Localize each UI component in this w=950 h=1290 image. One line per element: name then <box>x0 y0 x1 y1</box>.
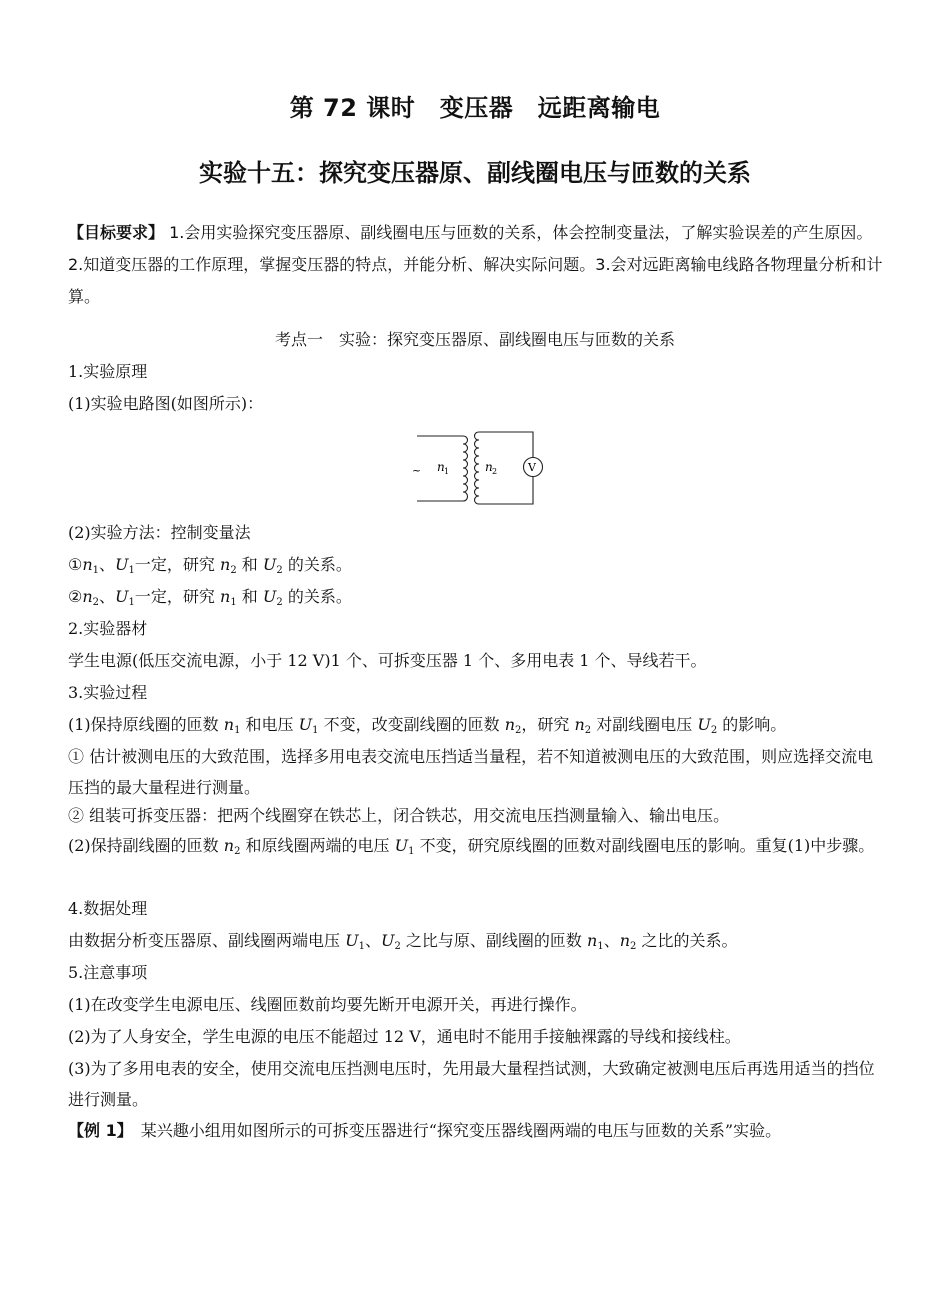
n2-label: n <box>485 460 493 474</box>
example-1 <box>68 1121 781 1141</box>
example-label: 【例 1】 <box>68 1121 125 1140</box>
control-condition-2: $②n_2$、$U_1$一定，研究 $n_1$ 和 $U_2$ 的关系。 <box>68 587 352 608</box>
data-processing-heading: 4.数据处理 <box>68 899 148 918</box>
note-3: (3)为了多用电表的安全，使用交流电压挡测电压时，先用最大量程挡试测，大致确定被测电压后再选用适当的挡位进行测量。 <box>68 1059 875 1109</box>
lesson-title: 第 72 课时 变压器 远距离输电 <box>289 94 661 122</box>
method-line: (2)实验方法：控制变量法 <box>68 523 251 542</box>
note-2: (2)为了人身安全，学生电源的电压不能超过 12 V，通电时不能用手接触裸露的导线和接线柱。 <box>68 1027 741 1046</box>
secondary-coil <box>475 432 480 504</box>
primary-coil <box>463 436 468 501</box>
control-condition-1: $①n_1$、$U_1$一定，研究 $n_2$ 和 $U_2$ 的关系。 <box>68 555 352 576</box>
principle-heading: 1.实验原理 <box>68 362 148 381</box>
n1-label: n <box>437 460 445 474</box>
goal-paragraph <box>68 217 883 313</box>
example-text: 某兴趣小组用如图所示的可拆变压器进行“探究变压器线圈两端的电压与匝数的关系”实验。 <box>124 1121 782 1140</box>
procedure-substep-2: ② 组装可拆变压器：把两个线圈穿在铁芯上，闭合铁芯，用交流电压挡测量输入、输出电压。 <box>68 806 730 825</box>
experiment-title: 实验十五：探究变压器原、副线圈电压与匝数的关系 <box>199 159 751 187</box>
procedure-step-2: (2)保持副线圈的匝数 $n_2$ 和原线圈两端的电压 $U_1$ 不变，研究原线圈的匝数对副线圈电压的影响。重复(1)中步骤。 <box>68 836 875 857</box>
procedure-step-1: (1)保持原线圈的匝数 $n_1$ 和电压 $U_1$ 不变，改变副线圈的匝数 $n_2$，研究 $n_2$ 对副线圈电压 $U_2$ 的影响。 <box>68 715 787 736</box>
ac-source-symbol: ~ <box>412 464 422 477</box>
procedure-heading: 3.实验过程 <box>68 683 148 702</box>
goal-text: 1.会用实验探究变压器原、副线圈电压与匝数的关系，体会控制变量法，了解实验误差的产生原因。2.知道变压器的工作原理，掌握变压器的特点，并能分析、解决实际问题。3.会对远距离输电线路各物理量分析和计算。 <box>68 223 883 306</box>
voltmeter-label: V <box>528 461 536 474</box>
circuit-diagram <box>405 428 555 508</box>
notes-heading: 5.注意事项 <box>68 963 148 982</box>
goal-label: 【目标要求】 <box>68 223 165 242</box>
equipment-text: 学生电源(低压交流电源，小于 12 V)1 个、可拆变压器 1 个、多用电表 1 个、导线若干。 <box>68 651 707 670</box>
n2-subscript: 2 <box>492 467 498 476</box>
data-processing-text: 由数据分析变压器原、副线圈两端电压 $U_1$、$U_2$ 之比与原、副线圈的匝数 $n_1$、$n_2$ 之比的关系。 <box>68 931 738 952</box>
equipment-heading: 2.实验器材 <box>68 619 148 638</box>
circuit-label: (1)实验电路图(如图所示)： <box>68 394 264 413</box>
n1-subscript: 1 <box>444 467 450 476</box>
section-heading: 考点一 实验：探究变压器原、副线圈电压与匝数的关系 <box>274 330 675 349</box>
note-1: (1)在改变学生电源电压、线圈匝数前均要先断开电源开关，再进行操作。 <box>68 995 587 1014</box>
procedure-substep-1: ① 估计被测电压的大致范围，选择多用电表交流电压挡适当量程，若不知道被测电压的大致范围，则应选择交流电压挡的最大量程进行测量。 <box>68 747 874 797</box>
